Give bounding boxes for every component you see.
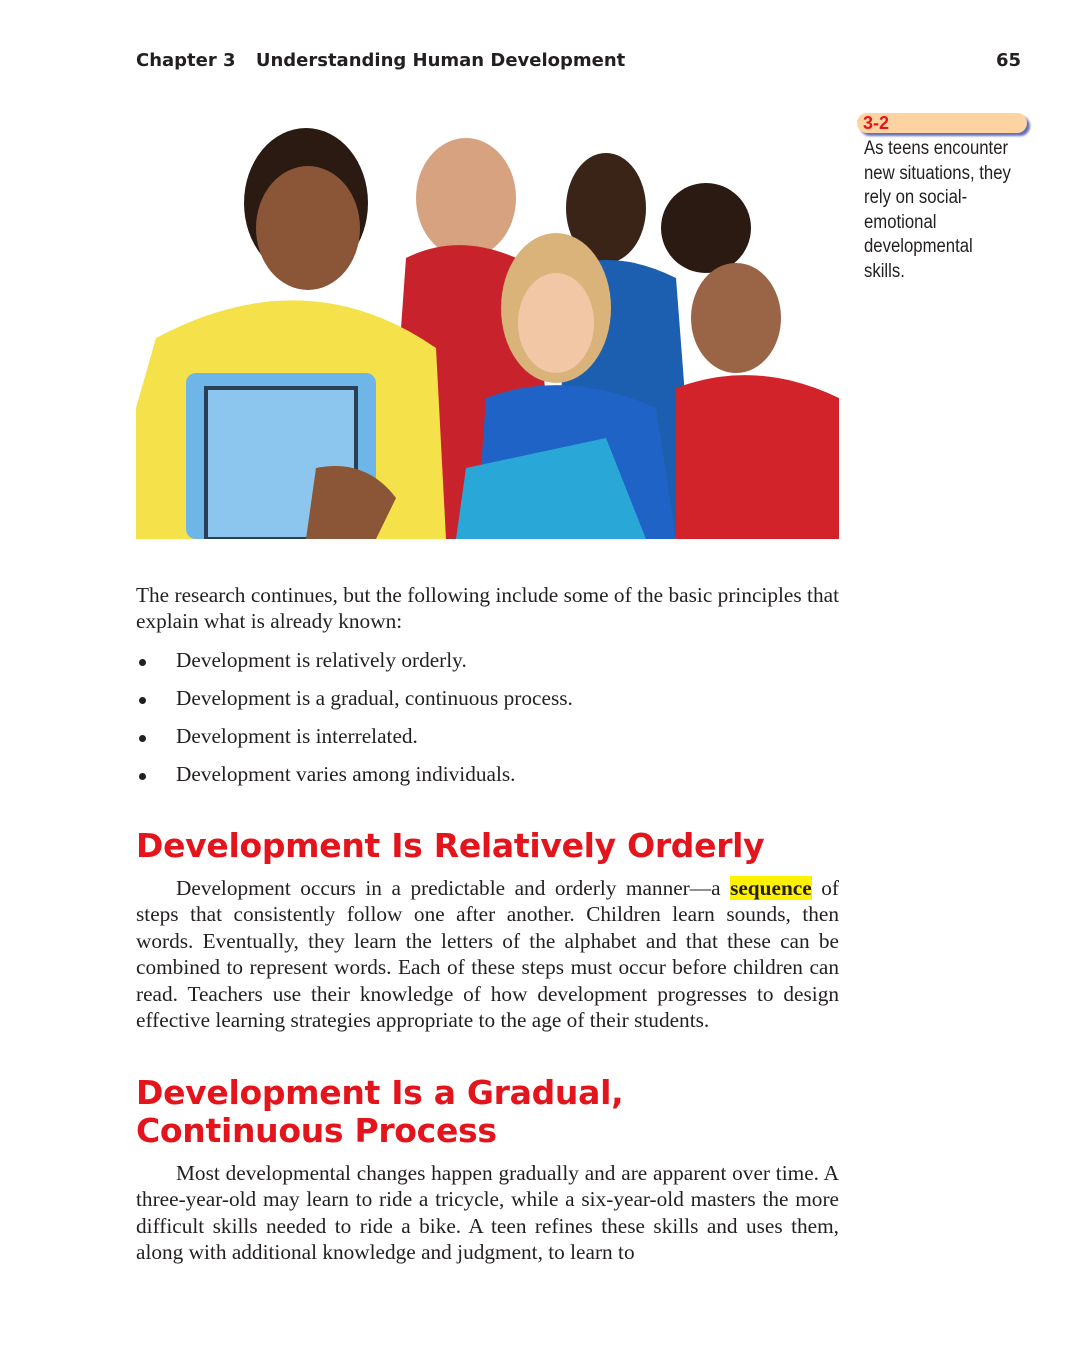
text: Development occurs in a predictable and orderly manner—a (176, 876, 731, 900)
figure-caption (857, 113, 1057, 284)
text: of steps that consistently follow one after another. Children learn sounds, then words. Eventually, they learn the letters of the alphabet and that these can be combined to represent words. Each of these steps must occur before children can read. Teachers use their knowledge of how development progresses to design effective learning strategies appropriate to the age of their students. (136, 876, 839, 1033)
orderly-paragraph (136, 875, 839, 1033)
list-item: Development is interrelated. (136, 721, 573, 759)
chapter-title: Understanding Human Development (255, 50, 626, 71)
gradual-paragraph (136, 1160, 839, 1266)
figure-number-badge: 3-2 (857, 113, 1027, 133)
figure-photo-teens (136, 108, 839, 539)
intro-paragraph: The research continues, but the following include some of the basic principles that explain what is already known: (136, 583, 839, 634)
list-item: Development is relatively orderly. (136, 645, 573, 683)
section-heading-gradual: Development Is a Gradual, Continuous Process (136, 1073, 624, 1150)
list-item: Development varies among individuals. (136, 759, 573, 797)
photo-illustration (136, 108, 839, 539)
principles-list (136, 645, 573, 797)
running-head (136, 50, 625, 71)
text: Most developmental changes happen gradually and are apparent over time. A three-year-old may learn to ride a tricycle, while a six-year-old masters the more difficult skills needed to ride a bike. A teen refines these skills and uses them, along with additional knowledge and judgment, to learn to (136, 1161, 839, 1265)
chapter-label: Chapter 3 (136, 50, 236, 71)
caption-text: As teens encounter new situations, they rely on social-emotional developmental skills. (864, 138, 1011, 282)
page-number: 65 (996, 50, 1022, 71)
section-heading-orderly: Development Is Relatively Orderly (136, 826, 765, 865)
key-term-sequence[interactable]: sequence (730, 876, 812, 900)
list-item: Development is a gradual, continuous process. (136, 683, 573, 721)
